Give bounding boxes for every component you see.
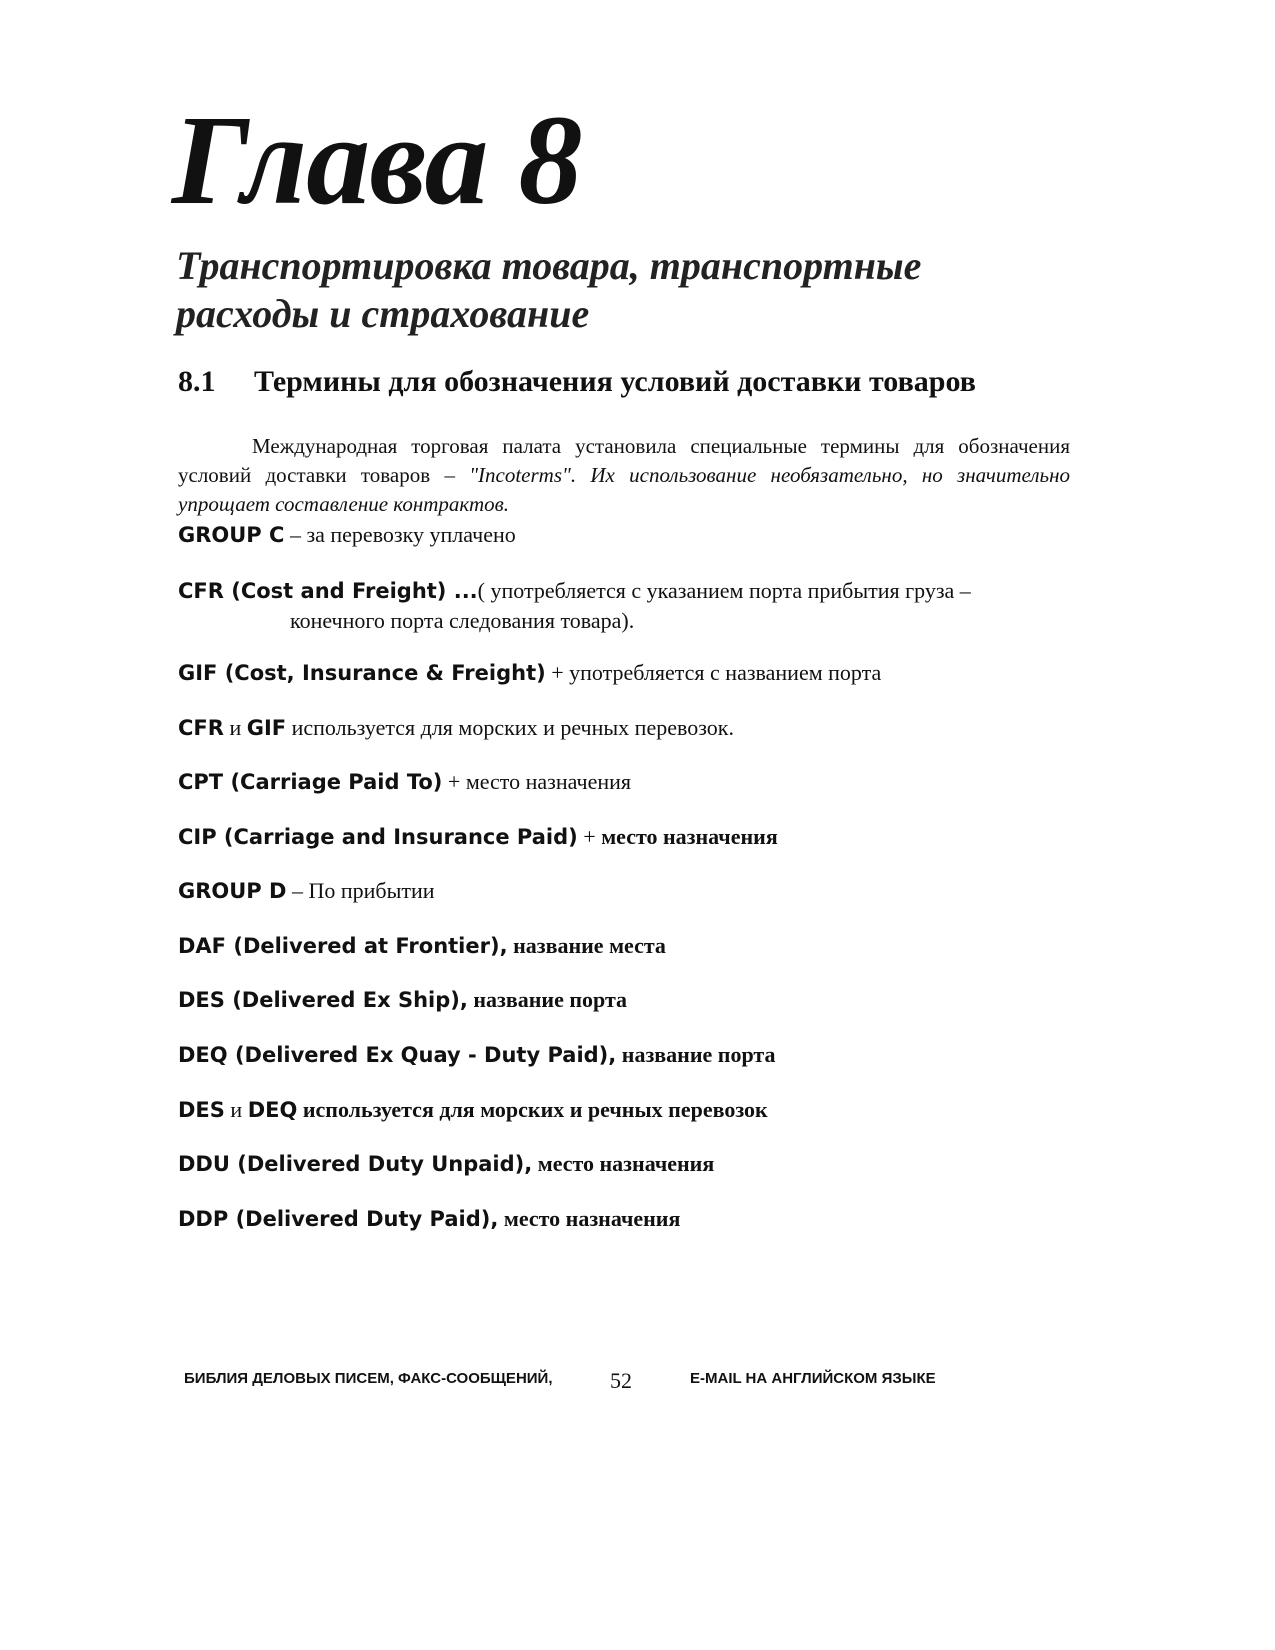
term-group-c — [178, 520, 516, 550]
intro-text-plain: Международная торговая палата установила специальные термины для обозначения условий доставки товаров – — [178, 434, 1070, 487]
term-label: GROUP D — [178, 879, 287, 903]
term-description: По прибытии — [308, 878, 435, 903]
term-cfr — [178, 576, 971, 635]
term-label: GIF (Cost, Insurance & Freight) — [178, 661, 546, 685]
term-description: ( употребляется с указанием порта прибытия груза – — [477, 578, 971, 603]
term-des — [178, 985, 627, 1015]
section-number: 8.1 — [178, 365, 216, 398]
term-description: за перевозку уплачено — [306, 522, 516, 547]
term-label: GROUP C — [178, 523, 285, 547]
term-description: название места — [513, 933, 666, 958]
term-label: DDP (Delivered Duty Paid), — [178, 1207, 499, 1231]
term-gif — [178, 658, 881, 688]
term-label: DDU (Delivered Duty Unpaid), — [178, 1152, 533, 1176]
term-separator: + — [442, 769, 466, 794]
term-description: место назначения — [601, 824, 778, 849]
term-cpt — [178, 767, 631, 797]
term-description: место назначения — [503, 1206, 681, 1231]
section-title: Термины для обозначения условий доставки товаров — [254, 365, 976, 398]
term-ddu — [178, 1149, 714, 1179]
footer-book-title-right: E-MAIL НА АНГЛИЙСКОМ ЯЗЫКЕ — [690, 1370, 936, 1387]
section-heading — [178, 364, 976, 400]
term-label: CPT (Carriage Paid To) — [178, 770, 443, 794]
term-separator: – — [284, 522, 307, 547]
term-label-second: DEQ — [247, 1098, 298, 1122]
term-label: DES — [178, 1098, 225, 1122]
term-label: DAF (Delivered at Frontier), — [178, 934, 508, 958]
term-separator: – — [286, 878, 309, 903]
term-cip — [178, 822, 778, 852]
term-conjunction: и — [223, 715, 247, 740]
term-description: место назначения — [465, 769, 632, 794]
term-description: название порта — [473, 987, 628, 1012]
chapter-title: Глава 8 — [172, 89, 582, 231]
term-separator: + — [545, 660, 570, 685]
term-description: название порта — [621, 1042, 776, 1067]
term-label: CFR (Cost and Freight) ... — [178, 579, 478, 603]
term-group-d — [178, 876, 435, 906]
term-description-continued: конечного порта следования товара). — [290, 608, 635, 633]
chapter-subtitle — [176, 242, 1076, 338]
term-description: место назначения — [537, 1151, 715, 1176]
term-label: DEQ (Delivered Ex Quay - Duty Paid), — [178, 1043, 617, 1067]
term-deq — [178, 1040, 775, 1070]
term-label-second: GIF — [246, 716, 287, 740]
term-label: CIP (Carriage and Insurance Paid) — [178, 825, 578, 849]
term-description: употребляется с названием порта — [569, 660, 882, 685]
term-des-deq-note — [178, 1095, 768, 1125]
term-cfr-gif-note — [178, 713, 734, 743]
page-number: 52 — [610, 1368, 632, 1393]
intro-paragraph — [178, 432, 1070, 519]
term-description: используется для морских и речных перевозок. — [286, 715, 734, 740]
page-footer — [0, 1364, 1275, 1404]
term-daf — [178, 931, 666, 961]
intro-text-italic: "Incoterms". Их использование необязательно, но значительно упрощает составление контрактов. — [178, 463, 1070, 516]
term-separator: + — [577, 824, 602, 849]
term-ddp — [178, 1204, 680, 1234]
term-label: CFR — [178, 716, 224, 740]
footer-book-title-left: БИБЛИЯ ДЕЛОВЫХ ПИСЕМ, ФАКС-СООБЩЕНИЙ, — [184, 1370, 553, 1387]
chapter-subtitle-line2: расходы и страхование — [176, 291, 590, 336]
term-label: DES (Delivered Ex Ship), — [178, 988, 468, 1012]
term-conjunction: и — [224, 1097, 248, 1122]
chapter-subtitle-line1: Транспортировка товара, транспортные — [176, 243, 922, 288]
term-description: используется для морских и речных перевозок — [297, 1097, 768, 1122]
